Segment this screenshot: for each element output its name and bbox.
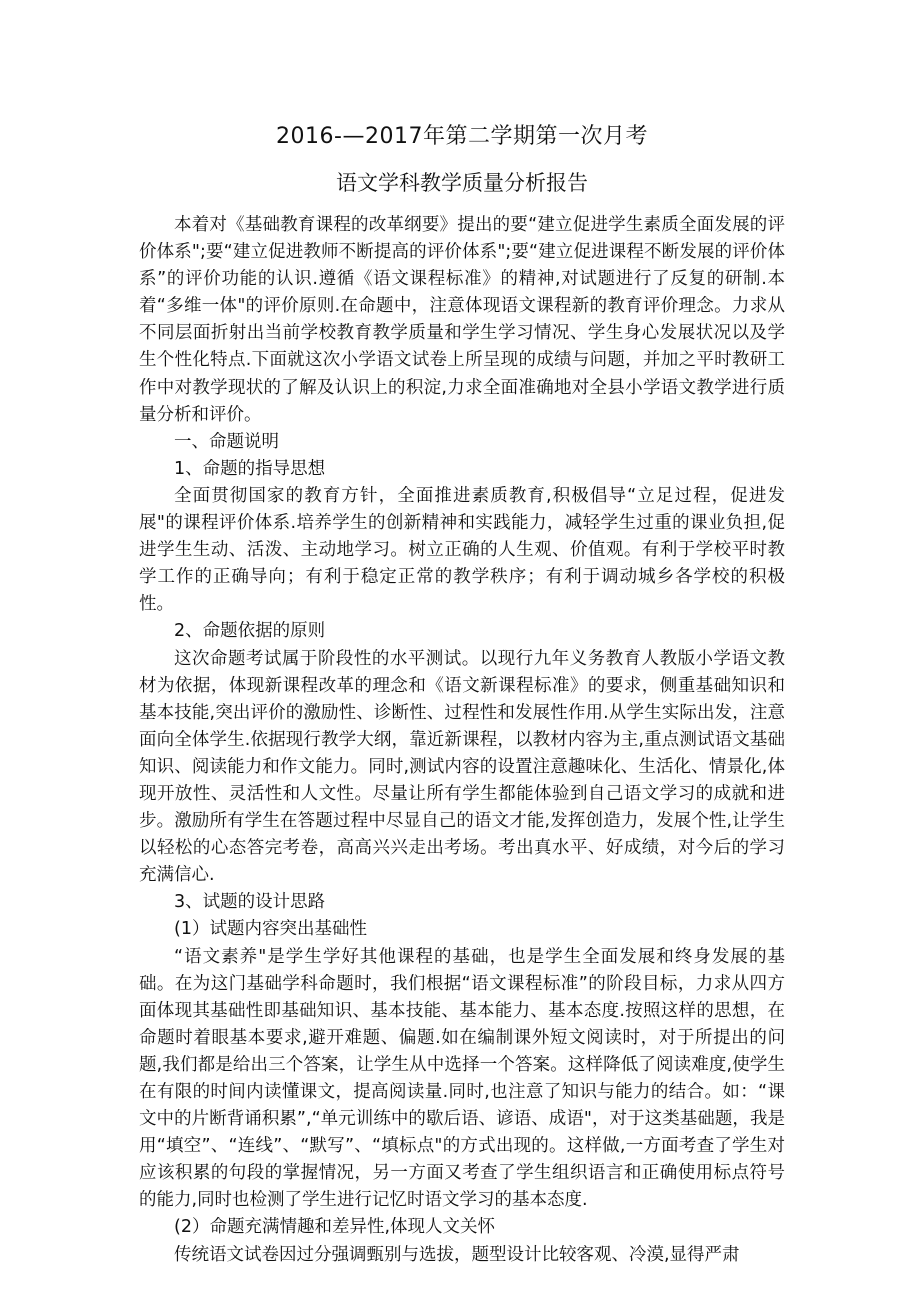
paragraph: 传统语文试卷因过分强调甄别与选拔，题型设计比较客观、冷漠,显得严肃: [174, 1244, 740, 1265]
paragraph: 这次命题考试属于阶段性的水平测试。以现行九年义务教育人教版小学语文教材为依据，体现新课程改革的理念和《语文新课程标准》的要求，侧重基础知识和基本技能,突出评价的激励性、诊断性、过程性和发展性作用.从学生实际出发，注意面向全体学生.依据现行教学大纲，靠近新课程，以教材内容为主,重点测试语文基础知识、阅读能力和作文能力。同时,测试内容的设置注意趣味化、生活化、情景化,体现开放性、灵活性和人文性。尽量让所有学生都能体验到自己语文学习的成就和进步。激励所有学生在答题过程中尽显自己的语文才能,发挥创造力，发展个性,让学生以轻松的心态答完考卷，高高兴兴走出考场。考出真水平、好成绩，对今后的学习充满信心.: [139, 648, 785, 886]
document-subtitle: 语文学科教学质量分析报告: [336, 171, 588, 195]
section-heading: 1、命题的指导思想: [174, 458, 326, 479]
section-heading: (1）试题内容突出基础性: [174, 919, 367, 940]
paragraph: 全面贯彻国家的教育方针，全面推进素质教育,积极倡导“立足过程，促进发展"的课程评价体系.培养学生的创新精神和实践能力，减轻学生过重的课业负担,促进学生生动、活泼、主动地学习。树立正确的人生观、价值观。有利于学校平时教学工作的正确导向；有利于稳定正常的教学秩序；有利于调动城乡各学校的积极性。: [139, 485, 785, 615]
paragraph: “语文素养"是学生学好其他课程的基础，也是学生全面发展和终身发展的基础。在为这门基础学科命题时，我们根据“语文课程标准”的阶段目标，力求从四方面体现其基础性即基础知识、基本技能、基本能力、基本态度.按照这样的思想，在命题时着眼基本要求,避开难题、偏题.如在编制课外短文阅读时，对于所提出的问题,我们都是给出三个答案，让学生从中选择一个答案。这样降低了阅读难度,使学生在有限的时间内读懂课文，提高阅读量.同时,也注意了知识与能力的结合。如：“课文中的片断背诵积累”,“单元训练中的歇后语、谚语、成语"，对于这类基础题，我是用“填空”、“连线”、“默写”、“填标点"的方式出现的。这样做,一方面考查了学生对应该积累的句段的掌握情况，另一方面又考查了学生组织语言和正确使用标点符号的能力,同时也检测了学生进行记忆时语文学习的基本态度.: [139, 946, 785, 1211]
section-heading: 一、命题说明: [174, 431, 279, 452]
section-heading: 2、命题依据的原则: [174, 621, 326, 642]
section-heading: 3、试题的设计思路: [174, 892, 326, 913]
section-heading: (2）命题充满情趣和差异性,体现人文关怀: [174, 1217, 496, 1238]
document-body: [139, 212, 785, 1269]
document-title: 2016-—2017年第二学期第一次月考: [276, 124, 648, 149]
paragraph: 本着对《基础教育课程的改革纲要》提出的要“建立促进学生素质全面发展的评价体系";要“建立促进教师不断提高的评价体系";要“建立促进课程不断发展的评价体系”的评价功能的认识.遵循《语文课程标准》的精神,对试题进行了反复的研制.本着“多维一体"的评价原则.在命题中，注意体现语文课程新的教育评价理念。力求从不同层面折射出当前学校教育教学质量和学生学习情况、学生身心发展状况以及学生个性化特点.下面就这次小学语文试卷上所呈现的成绩与问题，并加之平时教研工作中对教学现状的了解及认识上的积淀,力求全面准确地对全县小学语文教学进行质量分析和评价。: [139, 215, 785, 425]
